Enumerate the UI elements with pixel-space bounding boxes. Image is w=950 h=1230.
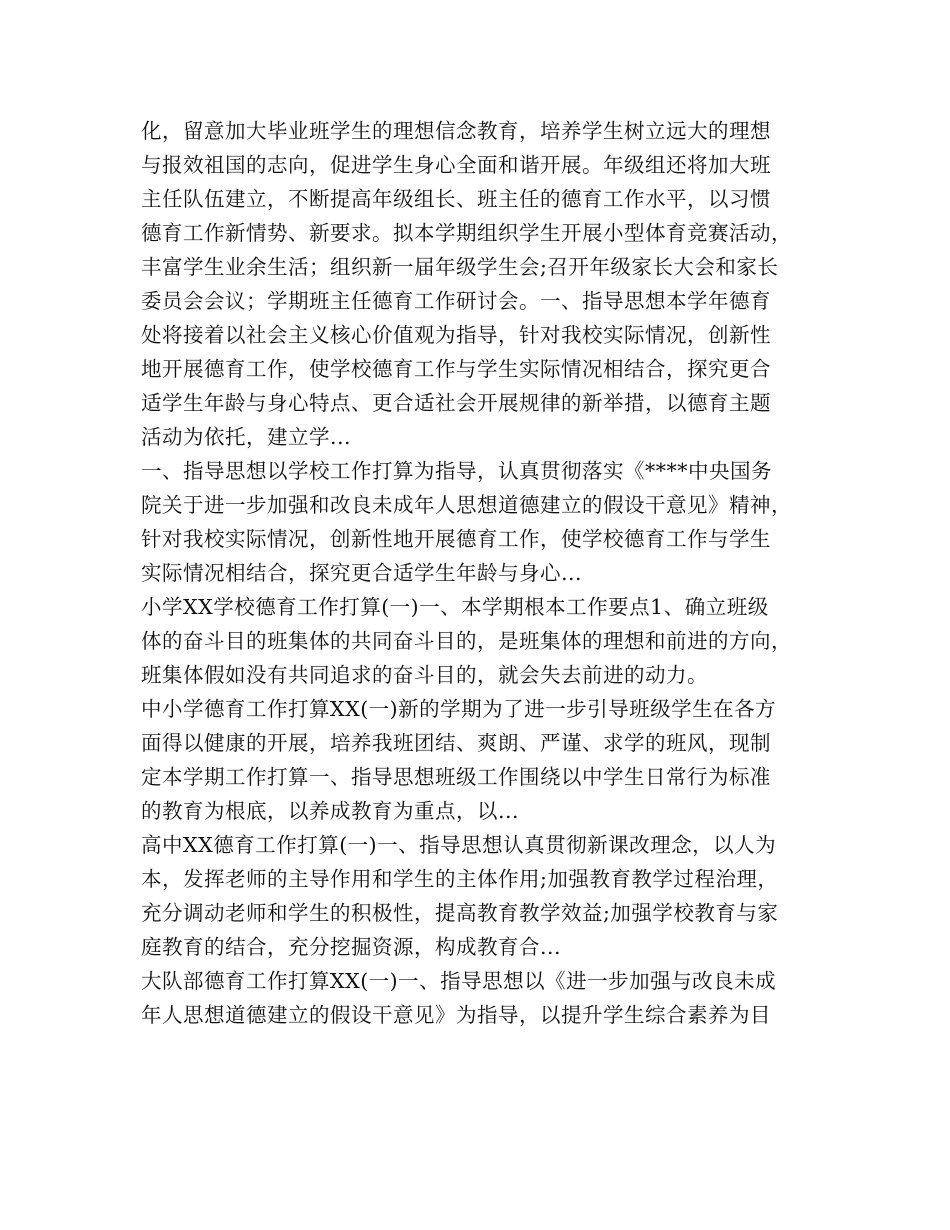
document-body — [141, 114, 821, 1032]
text-line: 一、指导思想以学校工作打算为指导，认真贯彻落实《****中央国务 — [141, 459, 772, 483]
text-line: 德育工作新情势、新要求。拟本学期组织学生开展小型体育竞赛活动， — [141, 221, 792, 245]
text-line: 高中XX德育工作打算(一)一、指导思想认真贯彻新课改理念，以人为 — [141, 833, 777, 857]
text-line: 适学生年龄与身心特点、更合适社会开展规律的新举措，以德育主题 — [141, 391, 771, 415]
text-line: 年人思想道德建立的假设干意见》为指导，以提升学生综合素养为目 — [141, 1003, 771, 1027]
text-line: 活动为依托，建立学... — [141, 425, 352, 449]
text-line: 丰富学生业余生活；组织新一届年级学生会;召开年级家长大会和家长 — [141, 255, 779, 279]
text-line: 本，发挥老师的主导作用和学生的主体作用;加强教育教学过程治理， — [141, 867, 779, 891]
text-line: 的教育为根底，以养成教育为重点，以... — [141, 799, 520, 823]
text-line: 针对我校实际情况，创新性地开展德育工作，使学校德育工作与学生 — [141, 527, 771, 551]
text-line: 处将接着以社会主义核心价值观为指导，针对我校实际情况，创新性 — [141, 323, 771, 347]
text-line: 班集体假如没有共同追求的奋斗目的，就会失去前进的动力。 — [141, 663, 708, 687]
text-line: 地开展德育工作，使学校德育工作与学生实际情况相结合，探究更合 — [141, 357, 771, 381]
text-line: 与报效祖国的志向，促进学生身心全面和谐开展。年级组还将加大班 — [141, 153, 771, 177]
text-line: 面得以健康的开展，培养我班团结、爽朗、严谨、求学的班风，现制 — [141, 731, 771, 755]
text-line: 院关于进一步加强和改良未成年人思想道德建立的假设干意见》精神， — [141, 493, 792, 517]
text-line: 中小学德育工作打算XX(一)新的学期为了进一步引导班级学生在各方 — [141, 697, 777, 721]
text-line: 化，留意加大毕业班学生的理想信念教育，培养学生树立远大的理想 — [141, 119, 771, 143]
text-line: 大队部德育工作打算XX(一)一、指导思想以《进一步加强与改良未成 — [141, 969, 777, 993]
text-line: 庭教育的结合，充分挖掘资源，构成教育合... — [141, 935, 562, 959]
text-line: 小学XX学校德育工作打算(一)一、本学期根本工作要点1、确立班级 — [141, 595, 769, 619]
text-line: 主任队伍建立，不断提高年级组长、班主任的德育工作水平，以习惯 — [141, 187, 771, 211]
text-line: 实际情况相结合，探究更合适学生年龄与身心... — [141, 561, 583, 585]
text-line: 体的奋斗目的班集体的共同奋斗目的，是班集体的理想和前进的方向， — [141, 629, 792, 653]
text-line: 定本学期工作打算一、指导思想班级工作围绕以中学生日常行为标准 — [141, 765, 771, 789]
text-line: 委员会会议；学期班主任德育工作研讨会。一、指导思想本学年德育 — [141, 289, 771, 313]
text-line: 充分调动老师和学生的积极性，提高教育教学效益;加强学校教育与家 — [141, 901, 779, 925]
